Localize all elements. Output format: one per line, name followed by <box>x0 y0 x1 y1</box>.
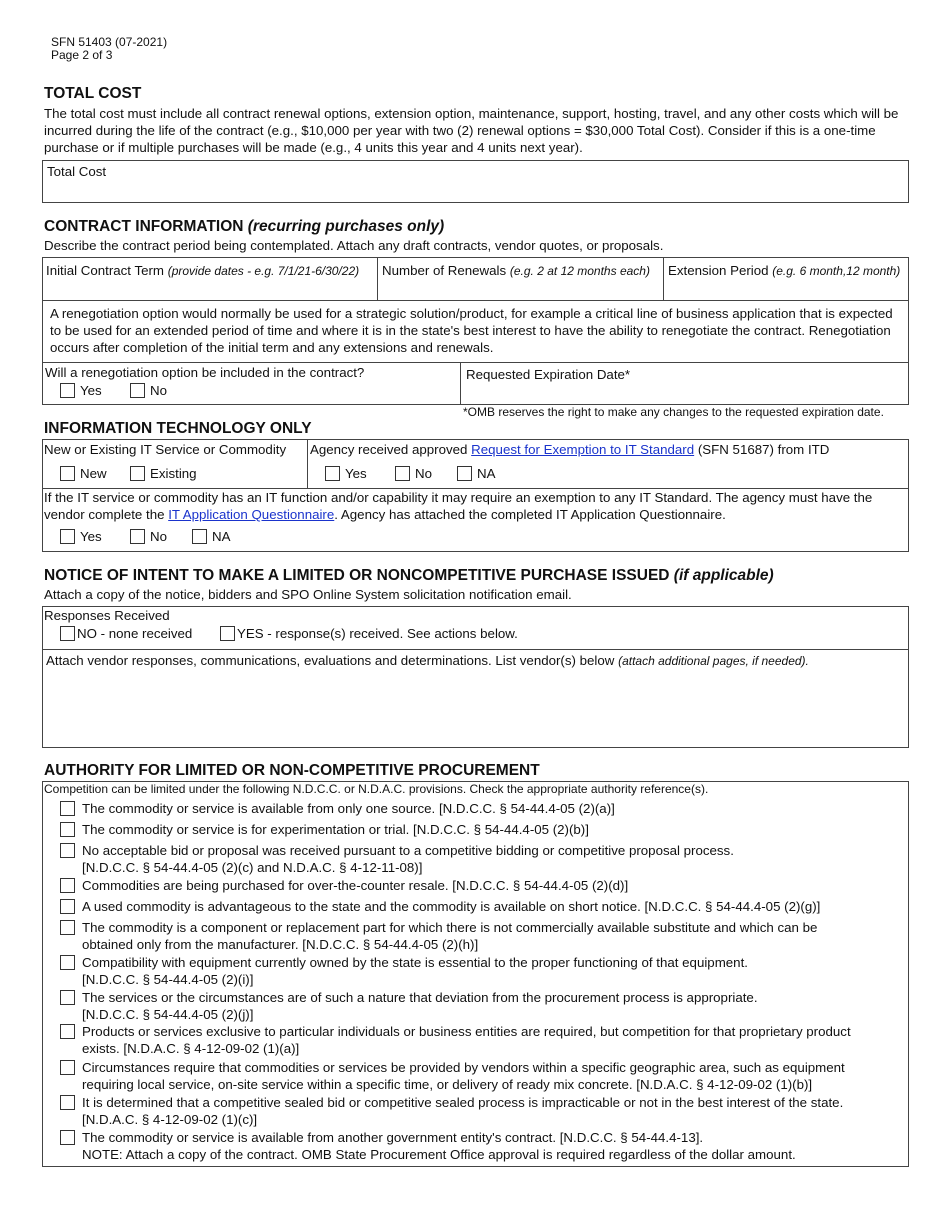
notice-title: NOTICE OF INTENT TO MAKE A LIMITED OR NONCOMPETITIVE PURCHASE ISSUED (if applicable) <box>44 567 774 584</box>
authority-checkbox[interactable] <box>60 878 75 893</box>
initial-term-field[interactable]: Initial Contract Term (provide dates - e.g. 7/1/21-6/30/22) <box>46 263 360 278</box>
authority-checkbox[interactable] <box>60 801 75 816</box>
exemption-no-checkbox[interactable]: No <box>395 465 432 482</box>
authority-checkbox[interactable] <box>60 822 75 837</box>
it-new-checkbox[interactable]: New <box>60 465 107 482</box>
exemption-label: Agency received approved Request for Exemption to IT Standard (SFN 51687) from ITD <box>310 442 830 457</box>
questionnaire-no-checkbox[interactable]: No <box>130 528 167 545</box>
contract-description: Describe the contract period being contemplated. Attach any draft contracts, vendor quotes, or proposals. <box>44 238 664 253</box>
notice-description: Attach a copy of the notice, bidders and SPO Online System solicitation notification email. <box>44 587 572 602</box>
questionnaire-text: If the IT service or commodity has an IT function and/or capability it may require an exemption to any IT Standard. The agency must have the vendor complete the IT Application Questionnaire. Agency has attached the completed IT Application Questionnaire. <box>44 490 873 522</box>
form-number: SFN 51403 (07-2021) <box>51 35 168 49</box>
authority-title: AUTHORITY FOR LIMITED OR NON-COMPETITIVE PROCUREMENT <box>44 762 540 779</box>
authority-checkbox[interactable] <box>60 1130 75 1145</box>
renegotiation-question: Will a renegotiation option be included in the contract? <box>45 365 365 380</box>
total-cost-field[interactable] <box>42 160 909 203</box>
authority-checkbox[interactable] <box>60 990 75 1005</box>
authority-checkbox[interactable] <box>60 1060 75 1075</box>
responses-no-checkbox[interactable]: NO - none received <box>60 625 192 642</box>
authority-checkbox[interactable] <box>60 920 75 935</box>
omb-note: *OMB reserves the right to make any changes to the requested expiration date. <box>463 405 884 419</box>
exemption-na-checkbox[interactable]: NA <box>457 465 495 482</box>
renewals-field[interactable]: Number of Renewals (e.g. 2 at 12 months each) <box>382 263 650 278</box>
authority-checkbox[interactable] <box>60 1095 75 1110</box>
expiration-date-field[interactable]: Requested Expiration Date* <box>466 367 631 382</box>
new-existing-label: New or Existing IT Service or Commodity <box>44 442 287 457</box>
it-title: INFORMATION TECHNOLOGY ONLY <box>44 420 312 437</box>
authority-checkbox[interactable] <box>60 955 75 970</box>
questionnaire-na-checkbox[interactable]: NA <box>192 528 230 545</box>
authority-checkbox[interactable] <box>60 899 75 914</box>
authority-checkbox[interactable] <box>60 1024 75 1039</box>
renegotiation-no-checkbox[interactable]: No <box>130 382 167 399</box>
attach-responses-field[interactable]: Attach vendor responses, communications, evaluations and determinations. List vendor(s) below (attach additional pages, if needed). <box>46 653 809 668</box>
questionnaire-link[interactable]: IT Application Questionnaire <box>168 507 335 522</box>
authority-checkbox[interactable] <box>60 843 75 858</box>
page-number: Page 2 of 3 <box>51 48 113 62</box>
authority-intro: Competition can be limited under the following N.D.C.C. or N.D.A.C. provisions. Check the appropriate authority reference(s). <box>44 782 709 796</box>
contract-title: CONTRACT INFORMATION (recurring purchases only) <box>44 218 445 235</box>
total-cost-label: Total Cost <box>47 164 107 179</box>
total-cost-description: The total cost must include all contract renewal options, extension option, maintenance, support, hosting, travel, and any other costs which will be incurred during the life of the contract (e.g., $10,000 per year with two (2) renewal options = $30,000 Total Cost). Consider if this is a one-time purchase or if multiple purchases will be made (e.g., 4 units this year and 4 units next year). <box>44 106 899 155</box>
total-cost-title: TOTAL COST <box>44 85 142 102</box>
exemption-link[interactable]: Request for Exemption to IT Standard <box>471 442 695 457</box>
extension-field[interactable]: Extension Period (e.g. 6 month,12 month) <box>668 263 901 278</box>
questionnaire-yes-checkbox[interactable]: Yes <box>60 528 102 545</box>
exemption-yes-checkbox[interactable]: Yes <box>325 465 367 482</box>
renegotiation-text: A renegotiation option would normally be used for a strategic solution/product, for example a critical line of business application that is expected to be used for an extended period of time and where it is in the state's best interest to have the ability to renegotiate the contract. Renegotiation occurs after completion of the initial term and any extensions and renewals. <box>50 306 893 355</box>
renegotiation-yes-checkbox[interactable]: Yes <box>60 382 102 399</box>
responses-yes-checkbox[interactable]: YES - response(s) received. See actions below. <box>220 625 518 642</box>
responses-label: Responses Received <box>44 608 170 623</box>
it-existing-checkbox[interactable]: Existing <box>130 465 197 482</box>
